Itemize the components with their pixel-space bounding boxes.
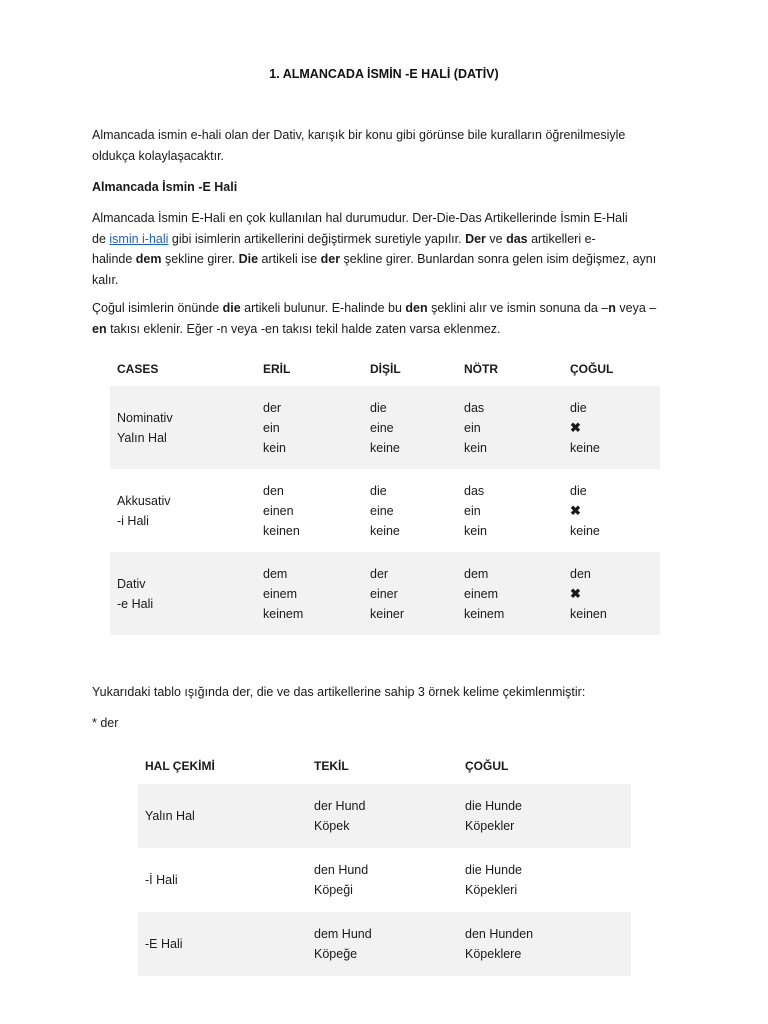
article: einem [464,586,499,601]
disil-cell [370,552,464,635]
turkish-word: Köpekler [465,819,515,833]
turkish-word: Köpek [314,819,350,833]
german-word: die Hunde [465,863,522,877]
case-name-tr: -e Hali [117,596,154,611]
article: ein [464,420,481,435]
bold-der: der [320,252,341,266]
bold-dem: dem [135,252,162,266]
german-word: die Hunde [465,799,522,813]
case-cell [110,552,263,635]
article: eine [370,420,394,435]
article: keinen [570,606,607,621]
case-name: Akkusativ [117,493,171,508]
bold-en: en [92,321,107,336]
article: das [464,400,485,415]
case-name: Dativ [117,576,146,591]
para2-line-a: Almancada İsmin E-Hali en çok kullanılan hal durumudur. Der-Die-Das Artikellerinde İsmin E-Hali [92,211,628,225]
case-cell [110,469,263,552]
article: kein [464,440,487,455]
article: der [263,400,282,415]
article: keine [570,440,600,455]
ismin-i-hali-link[interactable]: ismin i-hali [109,231,169,246]
header-eril: ERİL [263,362,291,376]
bold-die: die [222,301,241,315]
article: ein [263,420,280,435]
article: den [263,483,284,498]
header-disil: DİŞİL [370,362,401,376]
case-cell [110,386,263,469]
article: ein [464,503,481,518]
header-cases: CASES [117,362,159,376]
table-row [110,552,660,635]
cogul-cell [570,552,660,635]
eril-cell [263,552,370,635]
table-header-row [110,352,660,386]
header-cogul: ÇOĞUL [465,759,509,773]
header-hal-cekimi: HAL ÇEKİMİ [145,759,215,773]
article: einer [370,586,398,601]
para2-line-d: kalır. [92,272,119,287]
german-word: den Hunden [465,927,534,941]
case-name-tr: Yalın Hal [117,430,167,445]
cogul-cell [570,386,660,469]
paragraph-rules [92,208,692,290]
article: keine [370,440,400,455]
cogul-cell [465,784,631,848]
german-word: dem Hund [314,927,372,941]
para2-text: şekline girer. [161,252,239,266]
article: den [570,566,591,581]
para3-text: veya – [615,301,657,315]
case-name: Nominativ [117,410,173,425]
para2-text: ve [485,231,507,246]
para3-text: şeklini alır ve ismin sonuna da – [427,301,609,315]
article: kein [263,440,286,455]
case-cell: -İ Hali [145,873,178,887]
cross-icon: ✖ [570,585,581,601]
articles-table [110,352,660,635]
eril-cell [263,386,370,469]
table-row [138,848,631,912]
notr-cell [464,469,570,552]
article: keinem [263,606,304,621]
turkish-word: Köpeği [314,883,353,897]
article: keine [570,523,600,538]
bullet-der: * der [92,716,119,730]
header-tekil: TEKİL [314,759,349,773]
intro-paragraph [92,125,692,166]
cogul-cell [465,848,631,912]
intro-line-2: oldukça kolaylaşacaktır. [92,148,225,163]
article: der [370,566,389,581]
header-cogul: ÇOĞUL [570,362,614,376]
tekil-cell [314,912,465,976]
case-cell: -E Hali [138,912,314,976]
case-cell: Yalın Hal [138,784,314,848]
tekil-cell [314,848,465,912]
table-row [110,386,660,469]
german-word: den Hund [314,863,369,877]
para3-text: takısı eklenir. Eğer -n veya -en takısı tekil halde zaten varsa eklenmez. [106,321,501,336]
header-notr: NÖTR [464,362,498,376]
eril-cell [263,469,370,552]
article: die [370,483,387,498]
para2-text: artikeli ise [258,252,321,266]
cross-icon: ✖ [570,502,581,518]
table-row [138,784,631,848]
para3-text: artikeli bulunur. E-halinde bu [240,301,406,315]
article: die [570,400,587,415]
tekil-cell [314,784,465,848]
bold-n: n [608,301,616,315]
para3-text: Çoğul isimlerin önünde [92,301,223,315]
subheading: Almancada İsmin -E Hali [92,180,238,194]
german-word: der Hund [314,799,366,813]
para2-text: halinde [92,252,136,266]
article: kein [464,523,487,538]
article: einen [263,503,294,518]
table-header-row [138,748,631,784]
para2-text: gibi isimlerin artikellerini değiştirmek suretiyle yapılır. [168,231,466,246]
para2-text: artikelleri e- [527,231,596,246]
declension-table [138,748,631,976]
bold-das: das [506,231,528,246]
cross-icon: ✖ [570,419,581,435]
article: eine [370,503,394,518]
turkish-word: Köpeklere [465,947,522,961]
article: das [464,483,485,498]
intro-line-1: Almancada ismin e-hali olan der Dativ, karışık bir konu gibi görünse bile kuralların öğrenilmesiyle [92,128,626,142]
notr-cell [464,386,570,469]
turkish-word: Köpeğe [314,947,358,961]
article: einem [263,586,298,601]
article: keine [370,523,400,538]
article: die [370,400,387,415]
article: dem [464,566,489,581]
cogul-cell [570,469,660,552]
turkish-word: Köpekleri [465,883,518,897]
bold-den: den [405,301,428,315]
notr-cell [464,552,570,635]
para2-text: de [92,231,110,246]
article: dem [263,566,288,581]
article: keinem [464,606,505,621]
paragraph-plural [92,298,692,339]
paragraph-examples: Yukarıdaki tablo ışığında der, die ve das artikellerine sahip 3 örnek kelime çekimlenmiştir: [92,685,586,699]
table-row [110,469,660,552]
page-title: 1. ALMANCADA İSMİN -E HALİ (DATİV) [269,67,499,81]
case-name-tr: -i Hali [117,513,149,528]
cogul-cell [465,912,631,976]
article: die [570,483,587,498]
table-row [138,912,631,976]
bold-die: Die [238,252,259,266]
disil-cell [370,386,464,469]
article: keinen [263,523,300,538]
article: keiner [370,606,405,621]
bold-der: Der [465,231,486,246]
para2-text: şekline girer. Bunlardan sonra gelen isim değişmez, aynı [340,252,657,266]
disil-cell [370,469,464,552]
